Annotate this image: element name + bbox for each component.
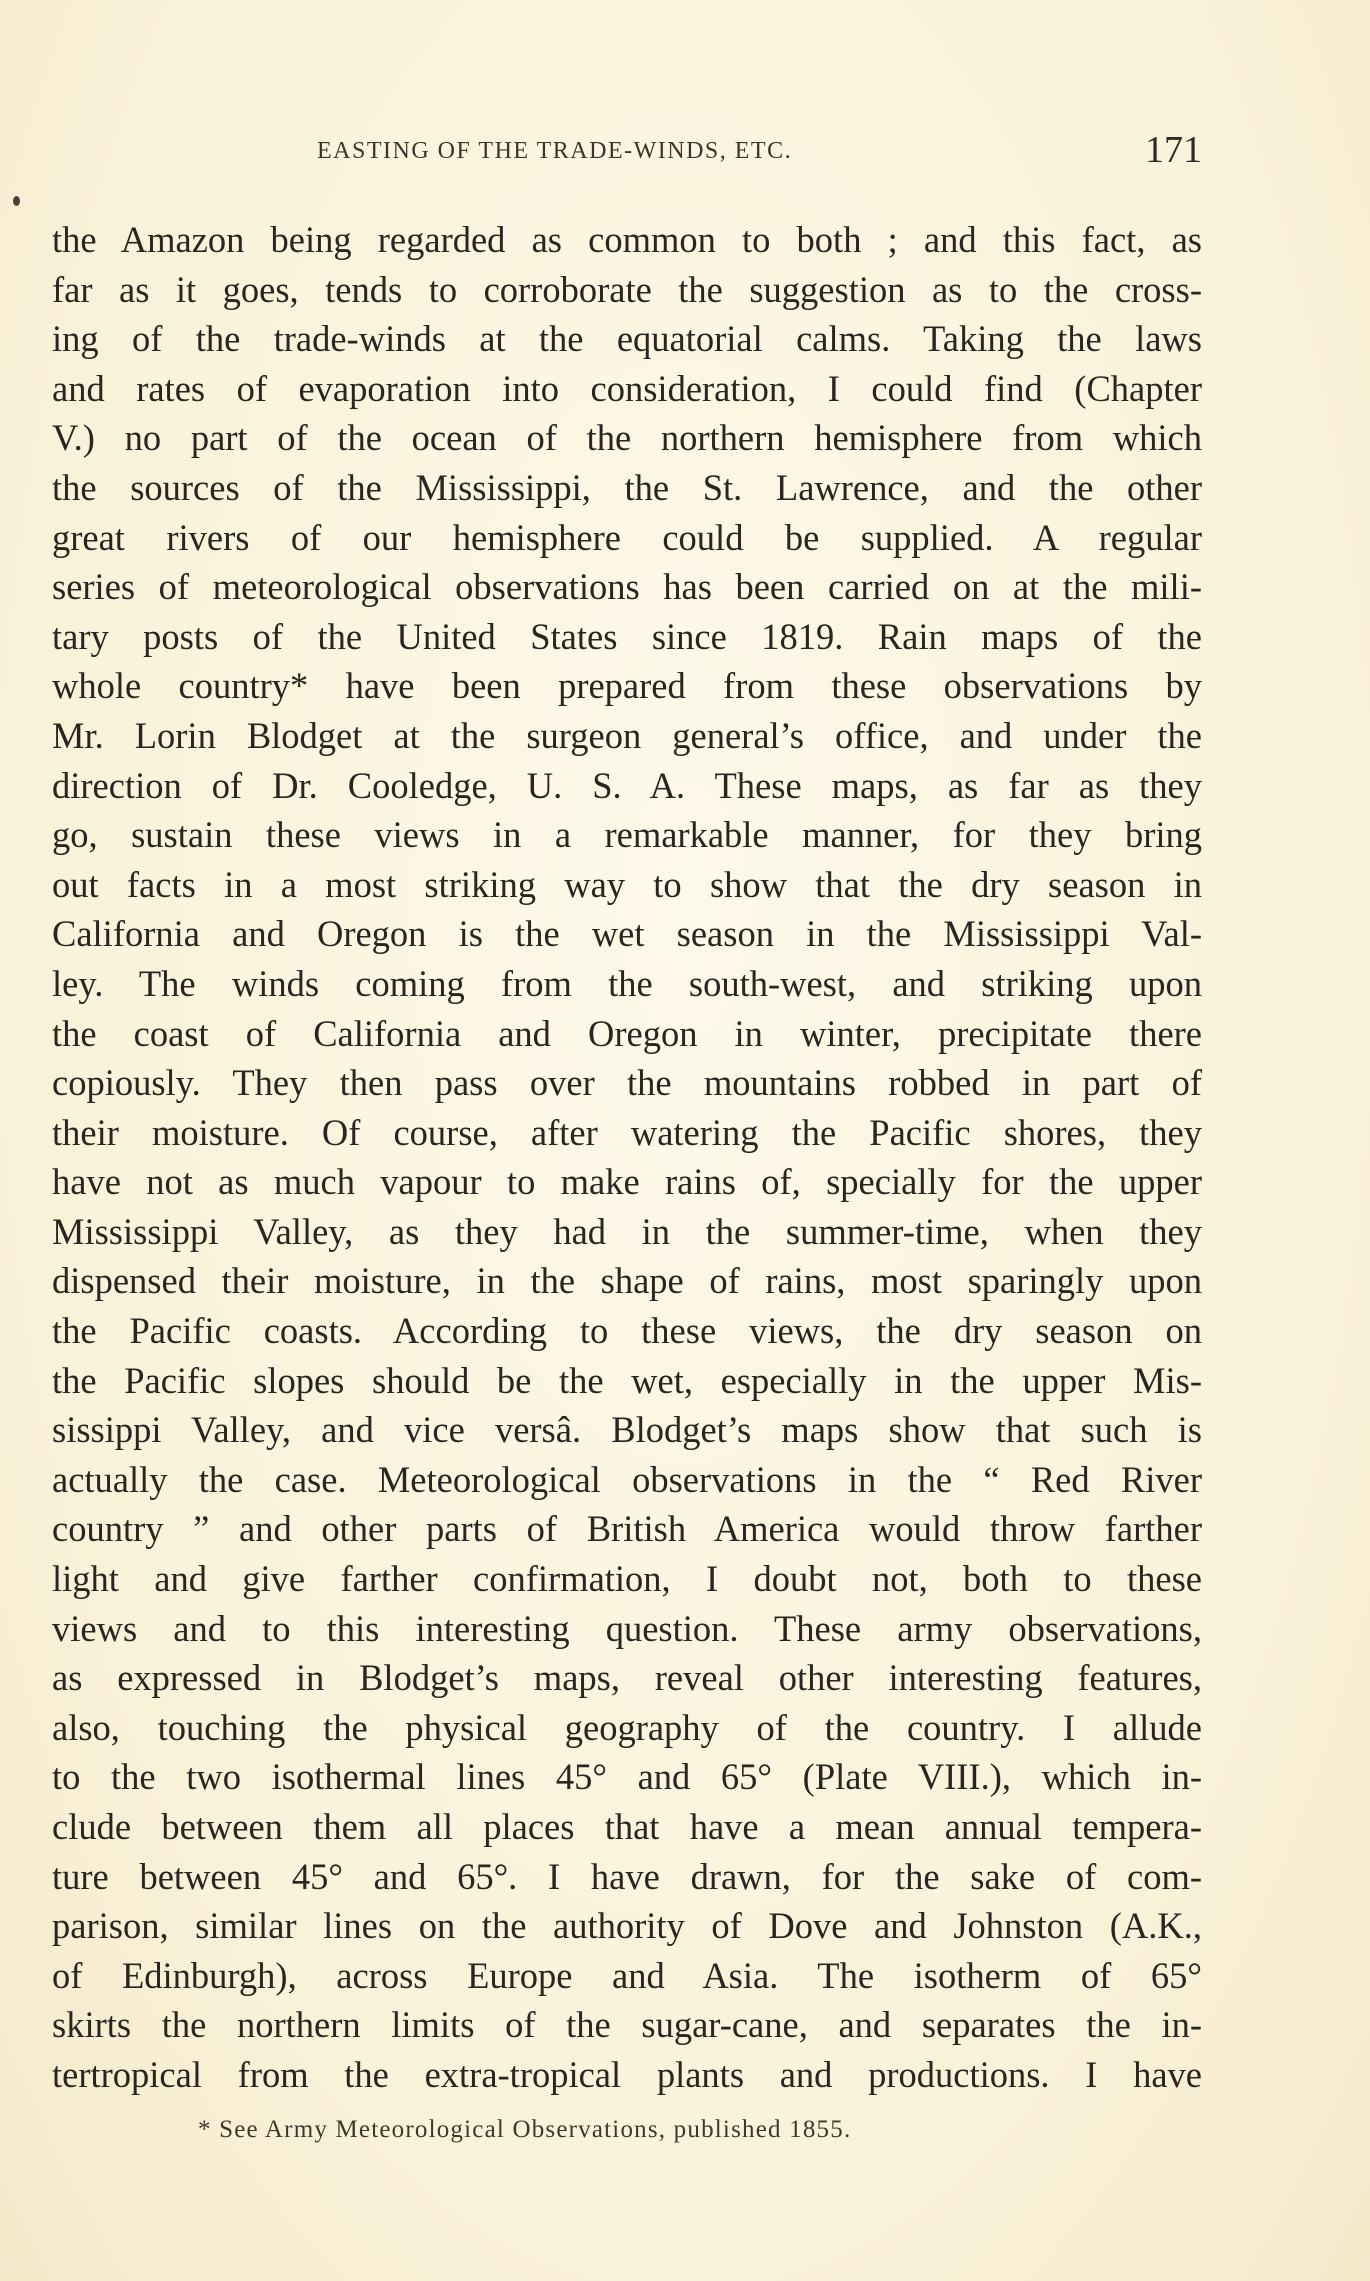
- text-line: also, touching the physical geography of the country. I allude: [52, 1706, 1202, 1748]
- text-line: dispensed their moisture, in the shape of rains, most sparingly upon: [52, 1260, 1202, 1302]
- text-line: have not as much vapour to make rains of, specially for the upper: [52, 1161, 1202, 1203]
- text-line: ture between 45° and 65°. I have drawn, for the sake of com-: [52, 1855, 1202, 1897]
- text-line: out facts in a most striking way to show that the dry season in: [52, 863, 1202, 905]
- body-text: [52, 215, 1202, 2100]
- text-line: to the two isothermal lines 45° and 65° (Plate VIII.), which in-: [52, 1756, 1202, 1798]
- footnote: * See Army Meteorological Observations, published 1855.: [198, 2116, 852, 2143]
- text-line: ing of the trade-winds at the equatorial calms. Taking the laws: [52, 318, 1202, 360]
- text-line: the Amazon being regarded as common to both ; and this fact, as: [52, 219, 1202, 260]
- text-line: clude between them all places that have a mean annual tempera-: [52, 1806, 1202, 1847]
- text-line: tary posts of the United States since 1819. Rain maps of the: [52, 615, 1202, 657]
- text-line: light and give farther confirmation, I doubt not, both to these: [52, 1558, 1202, 1600]
- text-line: actually the case. Meteorological observations in the “ Red River: [52, 1458, 1202, 1500]
- ink-mark: [13, 196, 20, 206]
- text-line: their moisture. Of course, after watering the Pacific shores, they: [52, 1111, 1202, 1153]
- text-line: Mr. Lorin Blodget at the surgeon general’s office, and under the: [52, 714, 1202, 756]
- text-line: whole country* have been prepared from these observations by: [52, 665, 1202, 707]
- page-header: [52, 128, 1202, 178]
- text-line: copiously. They then pass over the mountains robbed in part of: [52, 1062, 1202, 1104]
- text-line: great rivers of our hemisphere could be supplied. A regular: [52, 516, 1202, 558]
- text-line: as expressed in Blodget’s maps, reveal other interesting features,: [52, 1657, 1202, 1699]
- text-line: the sources of the Mississippi, the St. Lawrence, and the other: [52, 466, 1202, 508]
- text-line: V.) no part of the ocean of the northern hemisphere from which: [52, 417, 1202, 459]
- text-line: ley. The winds coming from the south-west, and striking upon: [52, 962, 1202, 1004]
- running-head: EASTING OF THE TRADE-WINDS, ETC.: [317, 138, 793, 164]
- text-line: tertropical from the extra-tropical plants and productions. I have: [52, 2053, 1202, 2095]
- text-line: the Pacific slopes should be the wet, especially in the upper Mis-: [52, 1359, 1202, 1401]
- text-line: of Edinburgh), across Europe and Asia. The isotherm of 65°: [52, 1954, 1202, 1996]
- text-line: parison, similar lines on the authority of Dove and Johnston (A.K.,: [52, 1905, 1202, 1947]
- text-line: go, sustain these views in a remarkable manner, for they bring: [52, 814, 1202, 856]
- text-line: views and to this interesting question. These army observations,: [52, 1607, 1202, 1649]
- text-line: skirts the northern limits of the sugar-cane, and separates the in-: [52, 2004, 1202, 2046]
- text-line: the coast of California and Oregon in winter, precipitate there: [52, 1012, 1202, 1054]
- text-line: sissippi Valley, and vice versâ. Blodget’s maps show that such is: [52, 1409, 1202, 1451]
- text-line: country ” and other parts of British America would throw farther: [52, 1508, 1202, 1550]
- text-line: Mississippi Valley, as they had in the summer-time, when they: [52, 1210, 1202, 1252]
- text-line: and rates of evaporation into consideration, I could find (Chapter: [52, 367, 1202, 409]
- text-line: series of meteorological observations has been carried on at the mili-: [52, 566, 1202, 608]
- text-line: California and Oregon is the wet season in the Mississippi Val-: [52, 913, 1202, 955]
- page-number: 171: [1145, 129, 1202, 171]
- text-line: the Pacific coasts. According to these views, the dry season on: [52, 1310, 1202, 1352]
- text-line: far as it goes, tends to corroborate the suggestion as to the cross-: [52, 268, 1202, 310]
- text-line: direction of Dr. Cooledge, U. S. A. These maps, as far as they: [52, 764, 1202, 806]
